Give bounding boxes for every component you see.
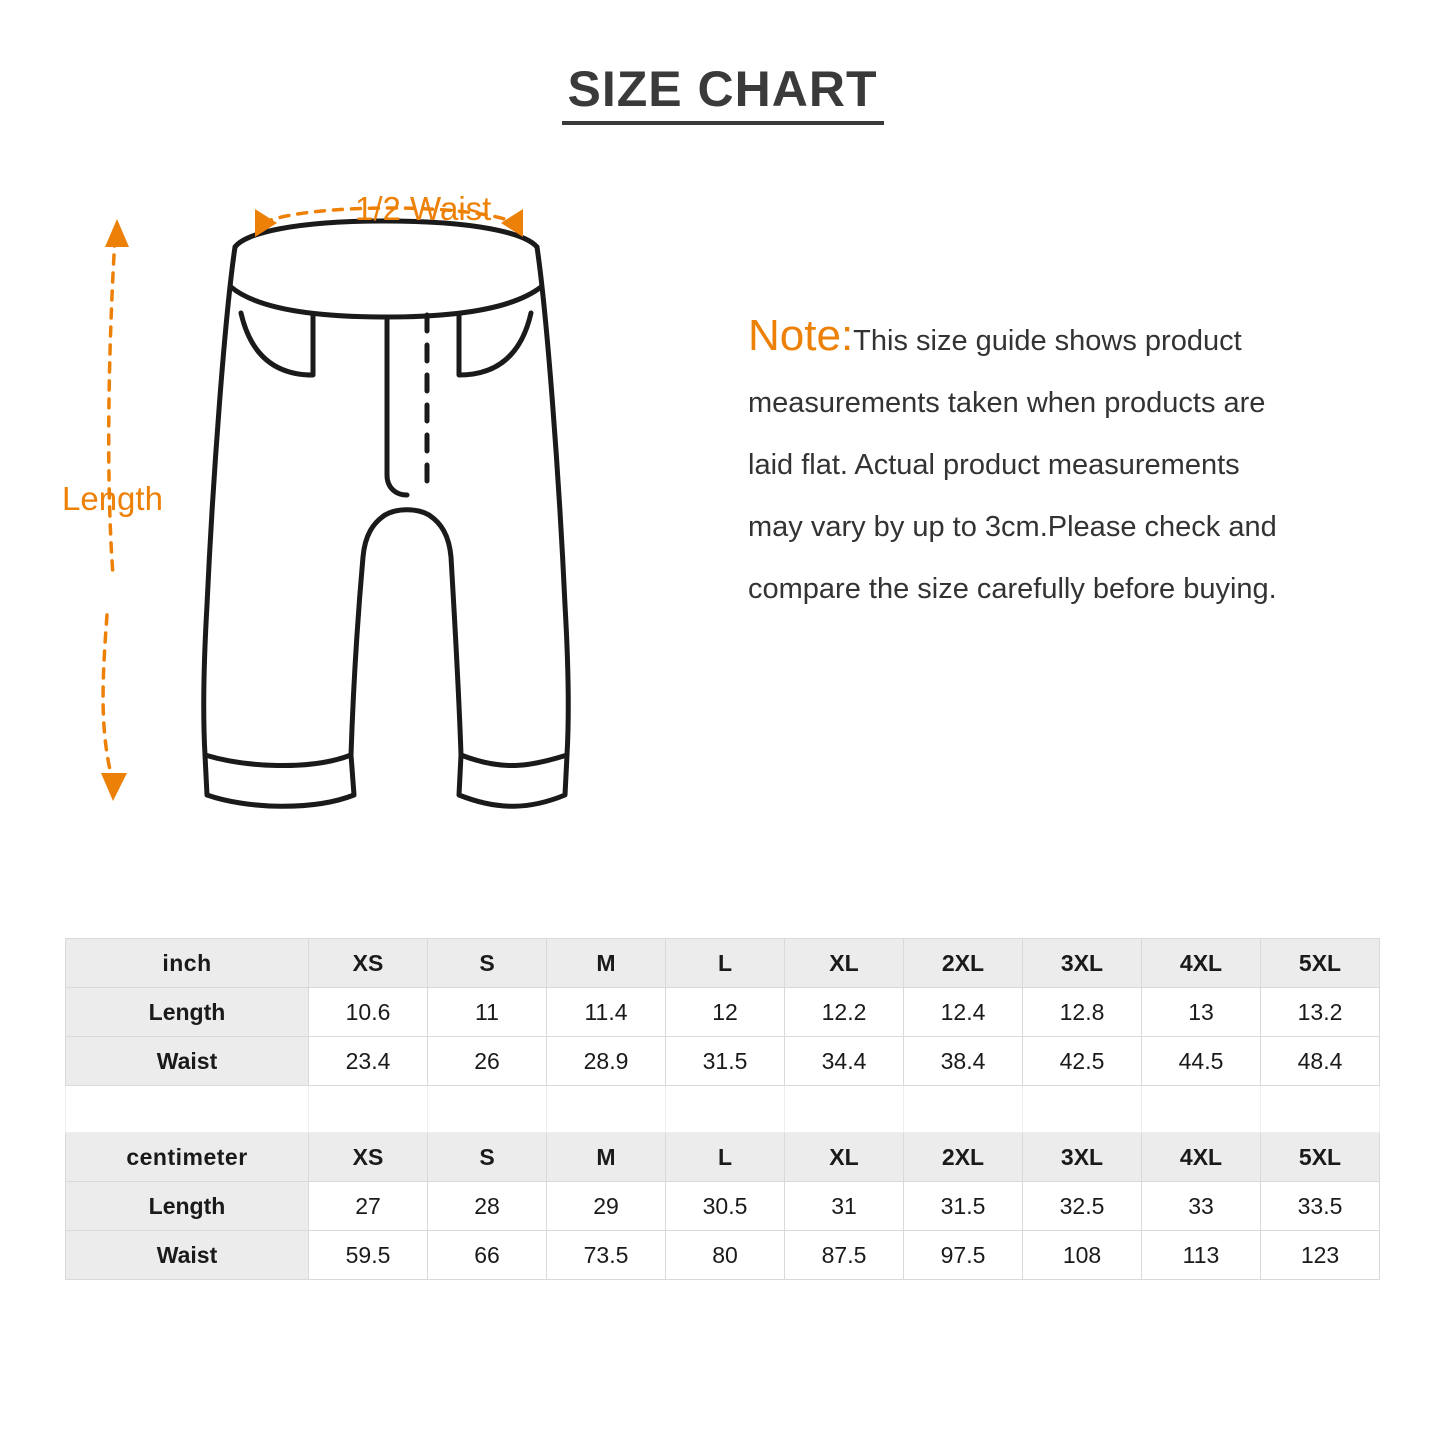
table-header-row-inch: [66, 939, 1380, 988]
cell-cm-length-s: 28: [428, 1182, 547, 1231]
cell-cm-waist-4xl: 113: [1142, 1231, 1261, 1280]
spacer-cell: [428, 1086, 547, 1133]
cell-inch-waist-2xl: 38.4: [904, 1037, 1023, 1086]
cell-inch-waist-4xl: 44.5: [1142, 1037, 1261, 1086]
col-header-2xl: 2XL: [904, 939, 1023, 988]
col-header-5xl: 5XL: [1261, 939, 1380, 988]
note-text-1: This size guide shows product: [853, 325, 1242, 357]
cell-inch-length-xs: 10.6: [309, 988, 428, 1037]
cell-inch-waist-xl: 34.4: [785, 1037, 904, 1086]
cell-cm-length-xs: 27: [309, 1182, 428, 1231]
spacer-cell: [66, 1086, 309, 1133]
note-block: [748, 305, 1398, 620]
cell-inch-length-3xl: 12.8: [1023, 988, 1142, 1037]
page-title: SIZE CHART: [562, 62, 884, 125]
cell-inch-waist-s: 26: [428, 1037, 547, 1086]
col-header-xs: XS: [309, 939, 428, 988]
row-header-length-inch: Length: [66, 988, 309, 1037]
table-row: [66, 1231, 1380, 1280]
note-line-3: laid flat. Actual product measurements: [748, 449, 1240, 481]
cell-cm-length-2xl: 31.5: [904, 1182, 1023, 1231]
spacer-cell: [547, 1086, 666, 1133]
cell-cm-length-4xl: 33: [1142, 1182, 1261, 1231]
cell-cm-waist-xs: 59.5: [309, 1231, 428, 1280]
col-header-4xl: 4XL: [1142, 939, 1261, 988]
col-header-cm-5xl: 5XL: [1261, 1133, 1380, 1182]
length-dimension-label: Length: [62, 480, 163, 517]
cell-cm-length-xl: 31: [785, 1182, 904, 1231]
size-table-container: [65, 938, 1380, 1280]
col-header-cm-m: M: [547, 1133, 666, 1182]
unit-label-inch: inch: [66, 939, 309, 988]
col-header-3xl: 3XL: [1023, 939, 1142, 988]
table-row: [66, 1037, 1380, 1086]
cell-cm-waist-xl: 87.5: [785, 1231, 904, 1280]
cell-inch-length-2xl: 12.4: [904, 988, 1023, 1037]
cell-cm-length-l: 30.5: [666, 1182, 785, 1231]
row-header-waist-cm: Waist: [66, 1231, 309, 1280]
col-header-cm-3xl: 3XL: [1023, 1133, 1142, 1182]
cell-cm-waist-2xl: 97.5: [904, 1231, 1023, 1280]
spacer-cell: [785, 1086, 904, 1133]
note-label: Note:: [748, 311, 854, 360]
cell-inch-length-s: 11: [428, 988, 547, 1037]
note-line-5: compare the size carefully before buying.: [748, 573, 1277, 605]
table-spacer-row: [66, 1086, 1380, 1133]
cell-inch-length-xl: 12.2: [785, 988, 904, 1037]
size-table: [65, 938, 1380, 1280]
cell-inch-waist-m: 28.9: [547, 1037, 666, 1086]
col-header-s: S: [428, 939, 547, 988]
cell-inch-waist-5xl: 48.4: [1261, 1037, 1380, 1086]
col-header-m: M: [547, 939, 666, 988]
cell-inch-length-m: 11.4: [547, 988, 666, 1037]
cell-cm-length-m: 29: [547, 1182, 666, 1231]
spacer-cell: [1023, 1086, 1142, 1133]
cell-inch-waist-3xl: 42.5: [1023, 1037, 1142, 1086]
col-header-cm-4xl: 4XL: [1142, 1133, 1261, 1182]
note-line-2: measurements taken when products are: [748, 387, 1266, 419]
spacer-cell: [904, 1086, 1023, 1133]
note-line-4: may vary by up to 3cm.Please check and: [748, 511, 1277, 543]
cell-cm-waist-m: 73.5: [547, 1231, 666, 1280]
note-line-1: [748, 305, 1398, 372]
cell-inch-length-5xl: 13.2: [1261, 988, 1380, 1037]
cell-inch-waist-xs: 23.4: [309, 1037, 428, 1086]
cell-inch-length-l: 12: [666, 988, 785, 1037]
col-header-cm-2xl: 2XL: [904, 1133, 1023, 1182]
spacer-cell: [666, 1086, 785, 1133]
cell-inch-waist-l: 31.5: [666, 1037, 785, 1086]
row-header-waist-inch: Waist: [66, 1037, 309, 1086]
spacer-cell: [309, 1086, 428, 1133]
cell-cm-length-3xl: 32.5: [1023, 1182, 1142, 1231]
cell-cm-length-5xl: 33.5: [1261, 1182, 1380, 1231]
table-row: [66, 1182, 1380, 1231]
spacer-cell: [1261, 1086, 1380, 1133]
col-header-cm-l: L: [666, 1133, 785, 1182]
table-row: [66, 988, 1380, 1037]
page-title-container: [0, 62, 1445, 125]
waist-dimension-label: 1/2 Waist: [355, 190, 492, 227]
col-header-l: L: [666, 939, 785, 988]
col-header-cm-xs: XS: [309, 1133, 428, 1182]
row-header-length-cm: Length: [66, 1182, 309, 1231]
unit-label-centimeter: centimeter: [66, 1133, 309, 1182]
col-header-cm-xl: XL: [785, 1133, 904, 1182]
table-header-row-centimeter: [66, 1133, 1380, 1182]
col-header-cm-s: S: [428, 1133, 547, 1182]
spacer-cell: [1142, 1086, 1261, 1133]
cell-cm-waist-5xl: 123: [1261, 1231, 1380, 1280]
col-header-xl: XL: [785, 939, 904, 988]
cell-inch-length-4xl: 13: [1142, 988, 1261, 1037]
cell-cm-waist-l: 80: [666, 1231, 785, 1280]
cell-cm-waist-s: 66: [428, 1231, 547, 1280]
cell-cm-waist-3xl: 108: [1023, 1231, 1142, 1280]
